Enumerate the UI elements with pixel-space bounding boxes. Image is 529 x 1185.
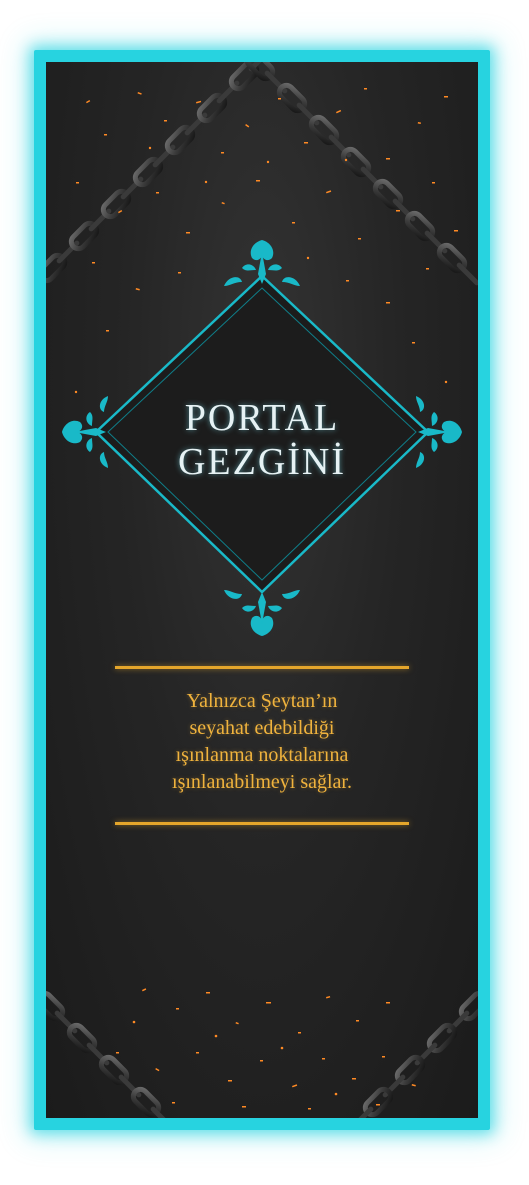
card-art xyxy=(46,62,478,1118)
description-line-4: ışınlanabilmeyi sağlar. xyxy=(172,771,352,793)
card-title-line-2: GEZGİNİ xyxy=(177,441,347,483)
description-line-2: seyahat edebildiği xyxy=(189,717,335,739)
top-left-chain-icon xyxy=(46,62,272,284)
top-divider xyxy=(115,666,409,669)
bottom-left-chain-icon xyxy=(46,990,174,1118)
ember-particles-bottom xyxy=(116,988,416,1109)
top-right-chain-icon xyxy=(244,62,478,286)
card-title-line-1: PORTAL xyxy=(184,397,340,439)
bottom-right-chain-icon xyxy=(350,990,478,1118)
description-line-1: Yalnızca Şeytan’ın xyxy=(186,690,338,712)
card[interactable] xyxy=(46,62,478,1118)
description-line-3: ışınlanma noktalarına xyxy=(175,744,349,766)
bottom-divider xyxy=(115,822,409,825)
